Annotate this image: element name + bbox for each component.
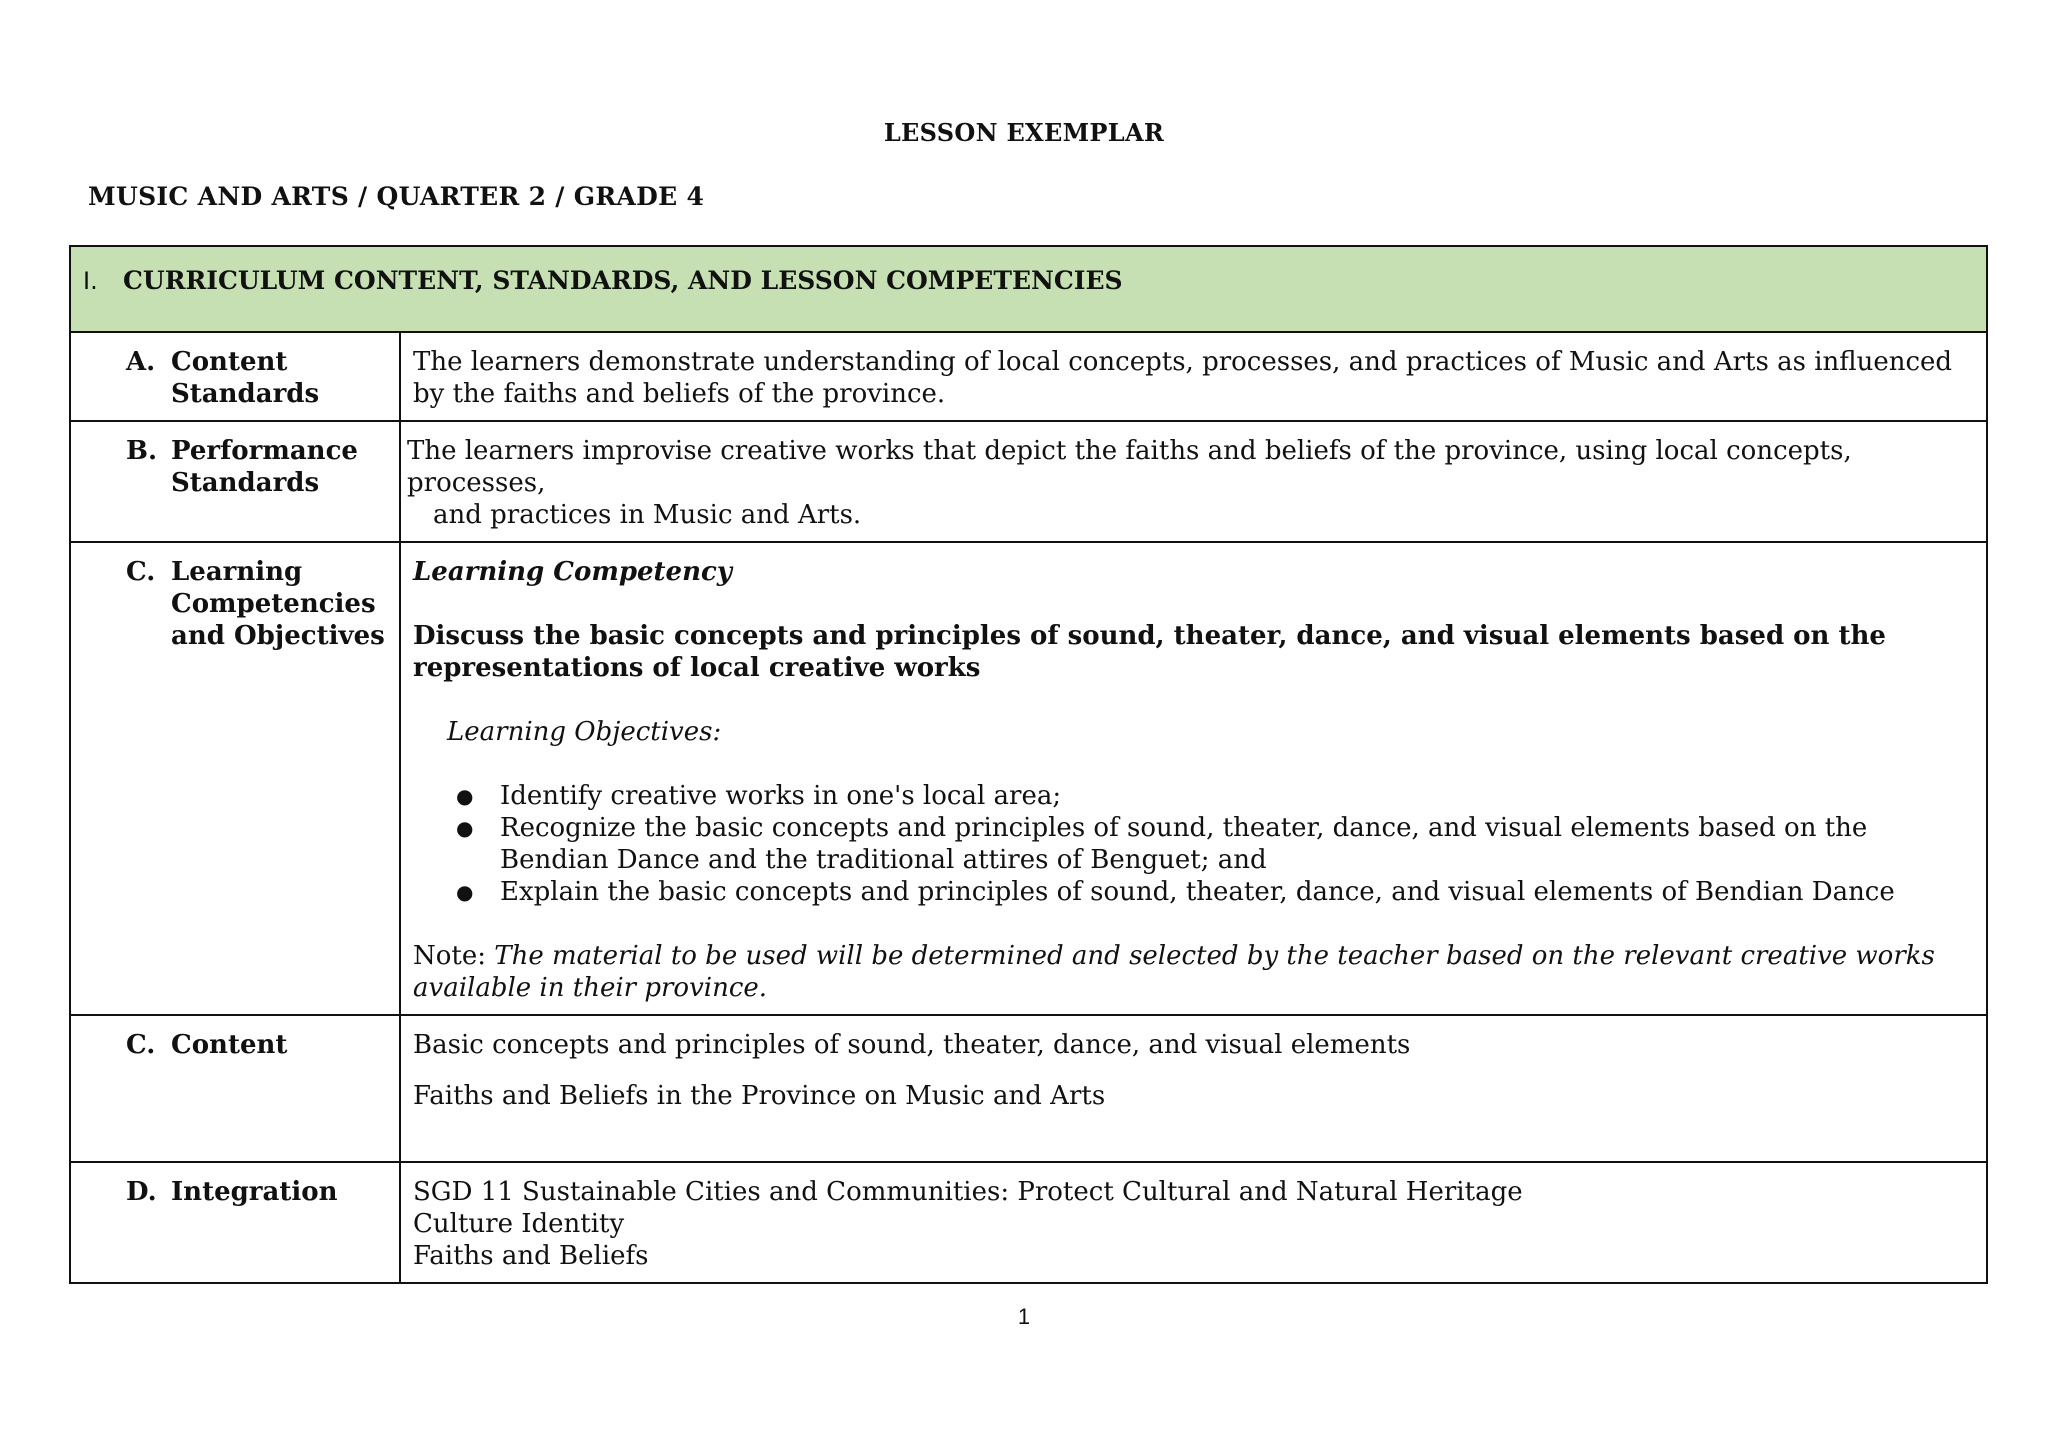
integration-cell: [400, 1162, 1987, 1283]
content-standards-text: The learners demonstrate understanding of local concepts, processes, and practices of Music and Arts as influenced by the faiths and beliefs of the province.: [400, 332, 1987, 421]
section-number: I.: [83, 267, 98, 295]
content-cell: [400, 1015, 1987, 1162]
row-label: Performance Standards: [171, 436, 358, 498]
document-title: LESSON EXEMPLAR: [883, 118, 1165, 147]
learning-competencies-row: [70, 542, 1987, 1015]
row-letter: A.: [126, 347, 156, 377]
row-label: Learning Competencies and Objectives: [171, 557, 385, 651]
row-letter: C.: [126, 557, 156, 587]
row-letter: B.: [126, 436, 158, 466]
objectives-heading: Learning Objectives:: [447, 717, 722, 747]
integration-line: SGD 11 Sustainable Cities and Communities: Protect Cultural and Natural Heritage: [413, 1177, 1523, 1207]
bullet-icon: ●: [456, 816, 474, 840]
section-header-row: [70, 246, 1987, 332]
list-item: [456, 780, 1974, 812]
lesson-table: [69, 245, 1988, 1284]
row-letter: C.: [126, 1030, 156, 1060]
integration-line: Faiths and Beliefs: [413, 1241, 649, 1271]
learning-competencies-cell: [400, 542, 1987, 1015]
bullet-icon: ●: [456, 784, 474, 808]
row-label: Content: [171, 1030, 288, 1060]
performance-standards-text-line1: The learners improvise creative works that depict the faiths and beliefs of the province, using local concepts, processes,: [407, 436, 1852, 498]
performance-standards-text-line2: and practices in Music and Arts.: [433, 500, 862, 530]
content-standards-label-cell: [70, 332, 400, 421]
objective-text: Recognize the basic concepts and principles of sound, theater, dance, and visual elements based on the Bendian Dance and the traditional attires of Benguet; and: [500, 813, 1868, 875]
content-standards-row: [70, 332, 1987, 421]
objectives-list: [413, 780, 1974, 908]
integration-row: [70, 1162, 1987, 1283]
competency-text: Discuss the basic concepts and principles of sound, theater, dance, and visual elements based on the representations of local creative works: [413, 621, 1886, 683]
section-header: [70, 246, 1987, 332]
note-label: Note:: [413, 941, 495, 971]
integration-line: Culture Identity: [413, 1209, 625, 1239]
page-number: 1: [1017, 1304, 1031, 1329]
competency-heading: Learning Competency: [413, 557, 732, 587]
content-label-cell: [70, 1015, 400, 1162]
section-title: CURRICULUM CONTENT, STANDARDS, AND LESSON COMPETENCIES: [123, 266, 1123, 295]
content-line: Basic concepts and principles of sound, theater, dance, and visual elements: [413, 1030, 1411, 1060]
performance-standards-row: [70, 421, 1987, 542]
note-text: The material to be used will be determined and selected by the teacher based on the relevant creative works available in their province.: [413, 941, 1935, 1003]
content-row: [70, 1015, 1987, 1162]
objective-text: Explain the basic concepts and principles of sound, theater, dance, and visual elements of Bendian Dance: [500, 877, 1895, 907]
list-item: [456, 812, 1974, 876]
bullet-icon: ●: [456, 880, 474, 904]
note: [413, 940, 1974, 1004]
row-label: Content Standards: [171, 347, 320, 409]
objective-text: Identify creative works in one's local area;: [500, 781, 1062, 811]
integration-label-cell: [70, 1162, 400, 1283]
subject-quarter-grade: MUSIC AND ARTS / QUARTER 2 / GRADE 4: [88, 182, 705, 211]
learning-competencies-label-cell: [70, 542, 400, 1015]
performance-standards-cell: [400, 421, 1987, 542]
performance-standards-label-cell: [70, 421, 400, 542]
row-letter: D.: [126, 1177, 157, 1207]
list-item: [456, 876, 1974, 908]
content-line: Faiths and Beliefs in the Province on Music and Arts: [413, 1081, 1106, 1111]
row-label: Integration: [171, 1177, 338, 1207]
